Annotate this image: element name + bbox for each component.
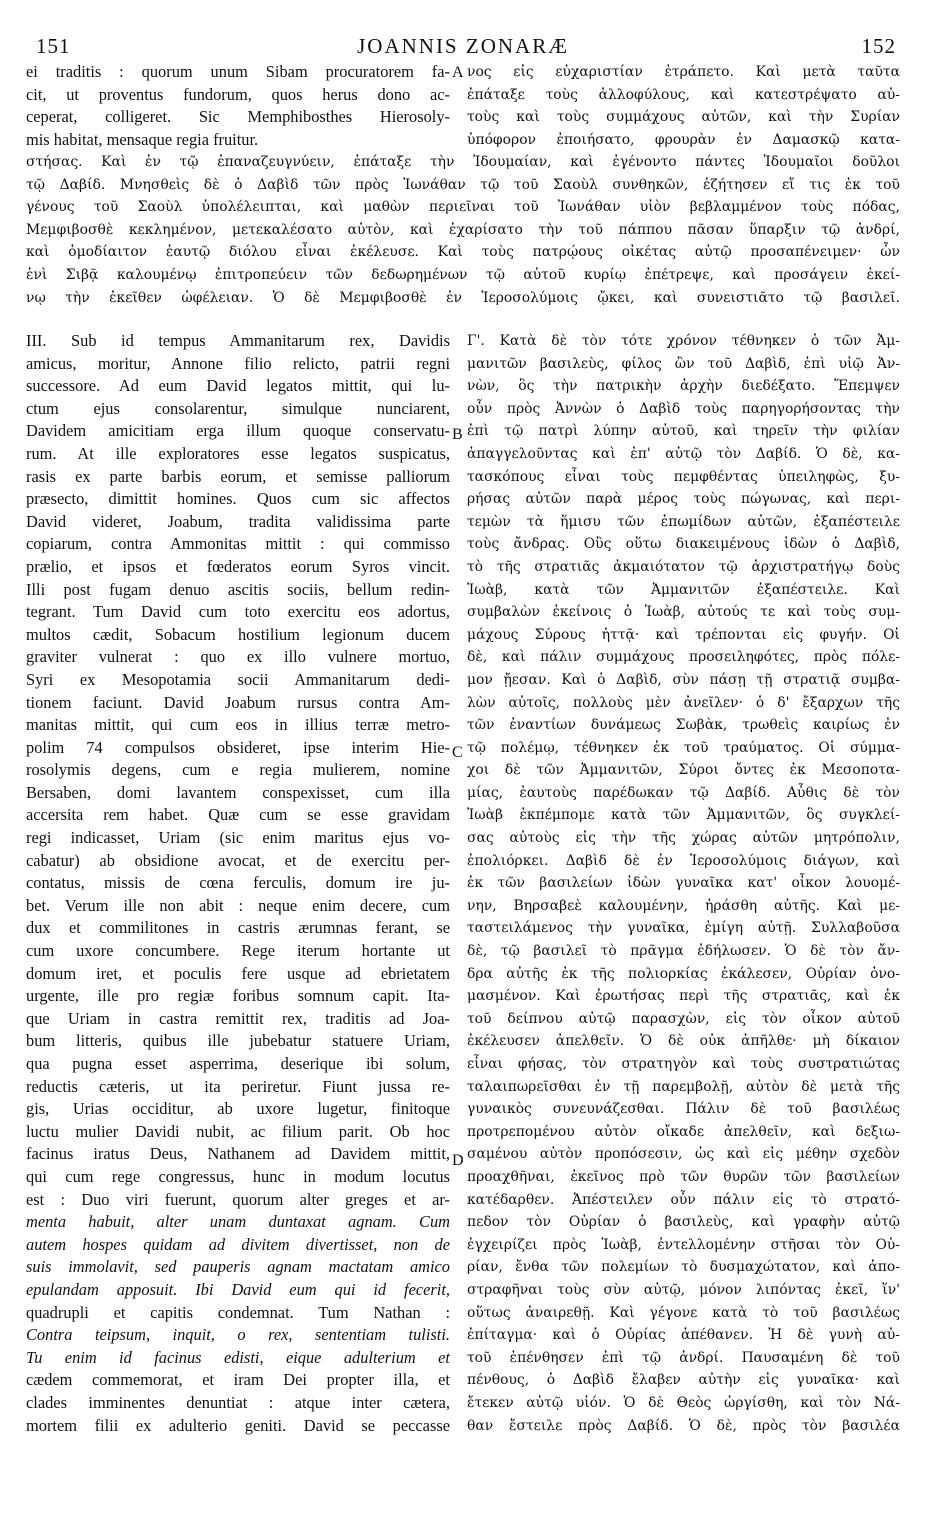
top-left-latin-text: [26, 61, 450, 151]
text-line: δὲ, καὶ πάλιν συμμάχους προσειληφότες, πρὸς πόλε-: [467, 649, 900, 666]
text-line: τοὺς ἄνδρας. Οὓς οὕτω διακειμένους ἰδὼν ὁ Δαβὶδ,: [467, 536, 900, 553]
text-line: ἐκέλευσεν ἀπελθεῖν. Ὁ δὲ οὐκ ἀπῆλθε· μὴ δίκαιον: [467, 1033, 900, 1050]
text-line: que Uriam in castra remittit rex, traditis ad Joa-: [26, 1008, 450, 1028]
text-line: τοῦ ἐπένθησεν ἐπὶ τῷ ἀνδρί. Παυσαμένη δὲ τοῦ: [467, 1349, 900, 1366]
text-line: contatus, missis de cœna ferculis, domum ire ju-: [26, 873, 450, 893]
margin-marker-a: A: [452, 64, 464, 81]
running-title: JOANNIS ZONARÆ: [357, 34, 569, 58]
text-line: qui cum rege congressus, hunc in modum locutus: [26, 1166, 450, 1186]
text-line: suis immolavit, sed pauperis agnam mactatam amico: [26, 1257, 450, 1277]
text-line: νην, Βηρσαβεὲ καλουμένην, ἠράσθη αὐτῆς. Καὶ με-: [467, 897, 900, 914]
text-line: prælio, et ipsos et fœderatos eorum Syros vincit.: [26, 556, 450, 576]
left-page-number: 151: [36, 34, 71, 58]
text-line: dux et commilitones in castris ærumnas ferant, se: [26, 918, 450, 938]
margin-marker-d: D: [452, 1152, 464, 1169]
text-line: luctu mulier Davidi nubit, ac filium parit. Ob hoc: [26, 1121, 450, 1141]
text-line: Syri ex Mesopotamia socii Ammanitarum dedi-: [26, 669, 450, 689]
text-line: στήσας. Καὶ ἐν τῷ ἐπαναζευγνύειν, ἐπάταξε τὴν Ἰδουμαίαν, καὶ ἐγένοντο πάντες Ἰδουμαῖοι δοῦλοι: [26, 154, 900, 170]
text-line: προαχθῆναι, ἐκεῖνος πρὸ τῶν θυρῶν τῶν βασιλείων: [467, 1168, 900, 1185]
text-line: τῷ πολέμῳ, τέθνηκεν ἐκ τοῦ τραύματος. Οἱ σύμμα-: [467, 739, 900, 756]
text-line: cabatur) ab obsidione avocat, et de exercitu per-: [26, 850, 450, 870]
text-line: tegrant. Tum David cum toto exercitu eos adortus,: [26, 602, 450, 622]
margin-marker-c: C: [452, 744, 463, 761]
text-line: domum iret, et poculis fere usque ad ebrietatem: [26, 963, 450, 983]
text-line: ceperat, colligeret. Sic Memphibosthes Hierosoly-: [26, 107, 450, 127]
text-line: Illi post fugam denuo ascitis sociis, bellum redin-: [26, 579, 450, 599]
text-line: copiarum, contra Ammonitas mittit : qui commisso: [26, 534, 450, 554]
text-line: regi indicasset, Uriam (sic enim maritus ejus vo-: [26, 828, 450, 848]
text-line: gis, Urias occiditur, ab uxore lugetur, finitoque: [26, 1099, 450, 1119]
page-header: [0, 0, 926, 60]
text-line: τεμὼν τὰ ἥμισυ τῶν ἐπωμίδων αὐτῶν, ἐξαπέστειλε: [467, 513, 900, 530]
text-line: μάχους Σύρους ἡττᾷ· καὶ τρέπονται εἰς φυγήν. Οἱ: [467, 626, 900, 643]
text-line: Davidem amicitiam erga illum quoque conservatu-: [26, 421, 450, 441]
text-line: χοι δὲ τῶν Ἀμμανιτῶν, Σύροι ὄντες ἐκ Μεσοποτα-: [467, 762, 900, 779]
text-line: urgente, ille pro regiæ foribus somnum capit. Ita-: [26, 986, 450, 1006]
text-line: ἐγχειρίζει πρὸς Ἰωὰβ, ἐντελλομένην στῆσαι τὸν Οὐ-: [467, 1236, 900, 1253]
text-line: τῶν ἐναντίων δυνάμεως Σωβὰκ, τρωθεὶς καιρίως ἐν: [467, 717, 900, 734]
text-line: οὖν πρὸς Ἀννὼν ὁ Δαβὶδ τοὺς παρηγορήσοντας τὴν: [467, 400, 900, 417]
text-line: tionem faciunt. David Joabum rursus contra Am-: [26, 692, 450, 712]
text-line: est : Duo viri fuerunt, quorum alter greges et ar-: [26, 1189, 450, 1209]
text-line: νος εἰς εὐχαριστίαν ἐτράπετο. Καὶ μετὰ ταῦτα: [467, 64, 900, 80]
text-line: ctum ejus consolarentur, simulque nunciarent,: [26, 398, 450, 418]
text-line: autem hospes quidam ad divitem divertisset, non de: [26, 1234, 450, 1254]
text-line: τῷ Δαβίδ. Μνησθεὶς δὲ ὁ Δαβὶδ τῶν πρὸς Ἰωνάθαν τῷ τοῦ Σαοὺλ συνθηκῶν, ἐζήτησεν εἴ τις ἐκ τοῦ: [26, 176, 900, 193]
text-line: rasis ex parte barbis eorum, et semisse palliorum: [26, 466, 450, 486]
text-line: δὲ, τῷ βασιλεῖ τὸ πρᾶγμα ἐδήλωσεν. Ὁ δὲ τὸν ἄν-: [467, 943, 900, 960]
text-line: cædem commemorat, et iram Dei propter illa, et: [26, 1370, 450, 1390]
text-line: ὑπόφορον ἐποιήσατο, φρουρὰν ἐν Δαμασκῷ κατα-: [467, 131, 900, 148]
text-line: Μεμφιβοσθὲ κεκλημένον, μετεκαλέσατο αὐτὸν, καὶ ἐχαρίσατο τὴν τοῦ πάππου πᾶσαν ὕπαρξιν τῷ ἀνδρί,: [26, 221, 900, 238]
text-line: polim 74 compulsos obsideret, ipse interim Hie-: [26, 737, 450, 757]
text-line: amicus, moritur, Annone filio relicto, patrii regni: [26, 353, 450, 373]
text-line: mortem filii ex adulterio geniti. David se peccasse: [26, 1415, 450, 1435]
text-line: multos cædit, Sobacum hostilium legionum ducem: [26, 624, 450, 644]
text-line: ἐκ τῶν βασιλείων ἰδὼν γυναῖκα κατ' οἶκον λουομέ-: [467, 875, 900, 892]
text-line: successore. Ad eum David legatos mittit, qui lu-: [26, 376, 450, 396]
text-line: ταλαιπωρεῖσθαι ἐν τῇ παρεμβολῇ, αὐτὸν δὲ μετὰ τῆς: [467, 1078, 900, 1095]
text-line: reductis cæteris, ut ita periretur. Fiunt jussa re-: [26, 1076, 450, 1096]
text-line: ἀπαγγελοῦντας καὶ ἐπ' αὐτῷ τὸν Δαβίδ. Ὁ δὲ, κα-: [467, 445, 900, 462]
text-line: Γ'. Κατὰ δὲ τὸν τότε χρόνον τέθνηκεν ὁ τῶν Ἀμ-: [467, 333, 900, 349]
text-line: mis habitat, mensaque regia fruitur.: [26, 129, 259, 149]
text-line: graviter vulnerat : quo ex illo vulnere mortuo,: [26, 647, 450, 667]
text-line: λὼν αὐτοῖς, πολλοὺς μὲν ἀνεῖλεν· ὁ δ' ἔξαρχων τῆς: [467, 694, 900, 711]
text-line: cit, ut proventus fundorum, quos herus dono ac-: [26, 84, 450, 104]
text-line: ρήσας αὐτῶν παρὰ μέρος τοὺς πώγωνας, καὶ περι-: [467, 491, 900, 508]
text-line: κατέδαρθεν. Ἀπέστειλεν οὖν πάλιν εἰς τὸ στρατό-: [467, 1191, 900, 1208]
text-line: τοὺς καὶ τοὺς συμμάχους αὐτῶν, καὶ τὴν Συρίαν: [467, 109, 900, 126]
text-line: III. Sub id tempus Ammanitarum rex, Davidis: [26, 331, 450, 350]
top-right-greek-text: [467, 61, 900, 151]
text-line: πένθους, ὁ Δαβὶδ ἔλαβεν αὐτὴν εἰς γυναῖκα· καὶ: [467, 1372, 900, 1389]
text-line: σας αὐτοὺς εἰς τὴν τῆς χώρας αὐτῶν μητρόπολιν,: [467, 830, 900, 847]
full-width-greek-text: [26, 151, 900, 309]
text-line: τὸ τῆς στρατιᾶς ἀκμαιότατον τῷ ἀρχιστρατήγῳ δοὺς: [467, 558, 900, 575]
text-line: præsecto, dimittit homines. Quos cum sic affectos: [26, 489, 450, 509]
text-line: δρα αὐτῆς ἐκ τῆς πολιορκίας ἐκάλεσεν, Οὐρίαν ὀνο-: [467, 965, 900, 982]
text-line: μον ᾔεσαν. Καὶ ὁ Δαβὶδ, σὺν πάσῃ τῇ στρατιᾷ συμβα-: [467, 671, 900, 688]
latin-column-text: [26, 330, 450, 1437]
text-line: γυναικὸς συνευνάζεσθαι. Πάλιν δὲ τοῦ βασιλέως: [467, 1101, 900, 1118]
text-line: qua pugna esset asperrima, deserique ibi solum,: [26, 1054, 450, 1073]
text-line: Ἰωὰβ, κατὰ τῶν Ἀμμανιτῶν ἐξαπέστειλε. Καὶ: [467, 581, 900, 598]
text-line: γένους τοῦ Σαοὺλ ὑπολέλειπται, καὶ μαθὼν περιεῖναι τοῦ Ἰωνάθαν υἱὸν βεβλαμμένον τοὺς πόδας,: [26, 199, 900, 216]
text-line: ἐπὶ τῷ πατρὶ λύπην αὐτοῦ, καὶ τηρεῖν τὴν φιλίαν: [467, 423, 900, 440]
text-line: epulandam apposuit. Ibi David eum qui id fecerit,: [26, 1279, 450, 1299]
greek-column-text: [467, 330, 900, 1437]
text-line: εἶναι φήσας, τὸν στρατηγὸν καὶ τοὺς συστρατιώτας: [467, 1056, 900, 1072]
text-line: David videret, Joabum, tradita validissima parte: [26, 511, 450, 531]
right-page-number: 152: [861, 34, 896, 58]
text-line: μίας, ἑαυτοὺς παρέδωκαν τῷ Δαβίδ. Αὖθις δὲ τὸν: [467, 784, 900, 801]
text-line: facinus iratus Deus, Nathanem ad Davidem mittit,: [26, 1144, 450, 1164]
text-line: menta habuit, alter unam duntaxat agnam. Cum: [26, 1212, 450, 1232]
text-line: clades imminentes denuntiat : atque inter cætera,: [26, 1392, 450, 1412]
text-line: θαν ἔστειλε πρὸς Δαβίδ. Ὁ δὲ, πρὸς τὸν βασιλέα: [467, 1417, 900, 1434]
text-line: cum uxore concumbere. Rege iterum hortante ut: [26, 941, 450, 961]
text-line: ἐπάταξε τοὺς ἀλλοφύλους, καὶ κατεστρέψατο αὐ-: [467, 86, 900, 103]
text-line: Bersaben, domi lavantem conspexisset, cum illa: [26, 782, 450, 802]
text-line: οὕτως ἀναιρεθῇ. Καὶ γέγονε κατὰ τὸ τοῦ βασιλέως: [467, 1304, 900, 1321]
text-line: μασμένον. Καὶ ἐρωτήσας περὶ τῆς στρατιᾶς, καὶ ἐκ: [467, 988, 900, 1005]
text-line: accersita rem habet. Quæ cum se esse gravidam: [26, 805, 450, 825]
text-line: ταστειλάμενος τὴν γυναῖκα, ἐμίγη αὐτῇ. Συλλαβοῦσα: [467, 920, 900, 937]
text-line: quadrupli et capitis condemnat. Tum Nathan :: [26, 1302, 450, 1322]
text-line: ἐπίταγμα· καὶ ὁ Οὐρίας ἀπέθανεν. Ἡ δὲ γυνὴ αὐ-: [467, 1327, 900, 1344]
text-line: bet. Verum ille non abit : neque enim decere, cum: [26, 895, 450, 915]
text-line: ρίαν, ἔνθα τῶν πολεμίων τὸ δυσμαχώτατον, καὶ ἀπο-: [467, 1259, 900, 1276]
text-line: ἔτεκεν αὐτῷ υἱόν. Ὁ δὲ Θεὸς ὠργίσθη, καὶ τὸν Νά-: [467, 1394, 900, 1411]
text-line: συμβαλὼν ἐκείνοις ὁ Ἰωὰβ, αὐτούς τε καὶ τοὺς συμ-: [467, 604, 900, 621]
text-line: πεδον τὸν Οὐρίαν ὁ βασιλεὺς, καὶ γραφὴν αὐτῷ: [467, 1214, 900, 1231]
text-line: manitas mittit, qui cum eos in illius terræ metro-: [26, 715, 450, 735]
text-line: προτρεπομένου αὐτὸν οἴκαδε ἀπελθεῖν, καὶ δεξιω-: [467, 1123, 900, 1140]
text-line: rosolymis degens, cum e regia mulierem, nomine: [26, 760, 450, 780]
text-line: νῳ τὴν ἐκεῖθεν ὠφέλειαν. Ὁ δὲ Μεμφιβοσθὲ ἐν Ἱεροσολύμοις ᾤκει, καὶ συνειστιᾶτο τῷ βασιλεῖ.: [26, 289, 900, 306]
text-line: νὼν, ὃς τὴν πατρικὴν ἀρχὴν διεδέξατο. Ἔπεμψεν: [467, 378, 900, 395]
text-line: Contra teipsum, inquit, o rex, sententiam tulisti.: [26, 1325, 450, 1345]
text-line: σαμένου αὐτὸν προπόσεσιν, ὡς καὶ εἰς μέθην σχεδὸν: [467, 1146, 900, 1163]
text-line: καὶ ὁμοδίαιτον ἑαυτῷ διόλου εἶναι ἐκέλευσε. Καὶ τοὺς πατρῴους οἰκέτας αὐτῷ προσαπένειμεν· ὧν: [26, 244, 900, 261]
text-line: στραφῆναι τοὺς σὺν αὐτῷ, μόνον λιπόντας ἐκεῖ, ἵν': [467, 1281, 900, 1298]
text-line: Tu enim id facinus edisti, eique adulterium et: [26, 1347, 450, 1367]
text-line: τασκόπους εἶναι τοὺς πεμφθέντας ὑπειληφὼς, ξυ-: [467, 468, 900, 485]
text-line: Ἰωὰβ ἐκπέμπομε κατὰ τῶν Ἀμμανιτῶν, ὃς συγκλεί-: [467, 807, 900, 824]
text-line: rum. At ille exploratores esse legatos suspicatus,: [26, 443, 450, 463]
text-line: μανιτῶν βασιλεὺς, φίλος ὢν τοῦ Δαβὶδ, ἐπὶ υἱῷ Ἀν-: [467, 355, 900, 372]
text-line: ἐπολιόρκει. Δαβὶδ δὲ ἐν Ἱεροσολύμοις διάγων, καὶ: [467, 852, 900, 869]
text-line: τοῦ δείπνου αὐτῷ παρασχὼν, εἰς τὸν οἶκον αὐτοῦ: [467, 1010, 900, 1027]
text-line: ei traditis : quorum unum Sibam procuratorem fa-: [26, 62, 450, 81]
text-line: ἑνὶ Σιβᾷ καλουμένῳ ἐπιτροπεύειν τῶν δεδωρημένων τῷ αὐτοῦ κυρίῳ ἐπέτρεψε, καὶ προσάγειν ἐκεί-: [26, 266, 900, 283]
margin-marker-b: B: [452, 426, 463, 443]
text-line: bum litteris, quibus ille jubebatur statuere Uriam,: [26, 1031, 450, 1051]
